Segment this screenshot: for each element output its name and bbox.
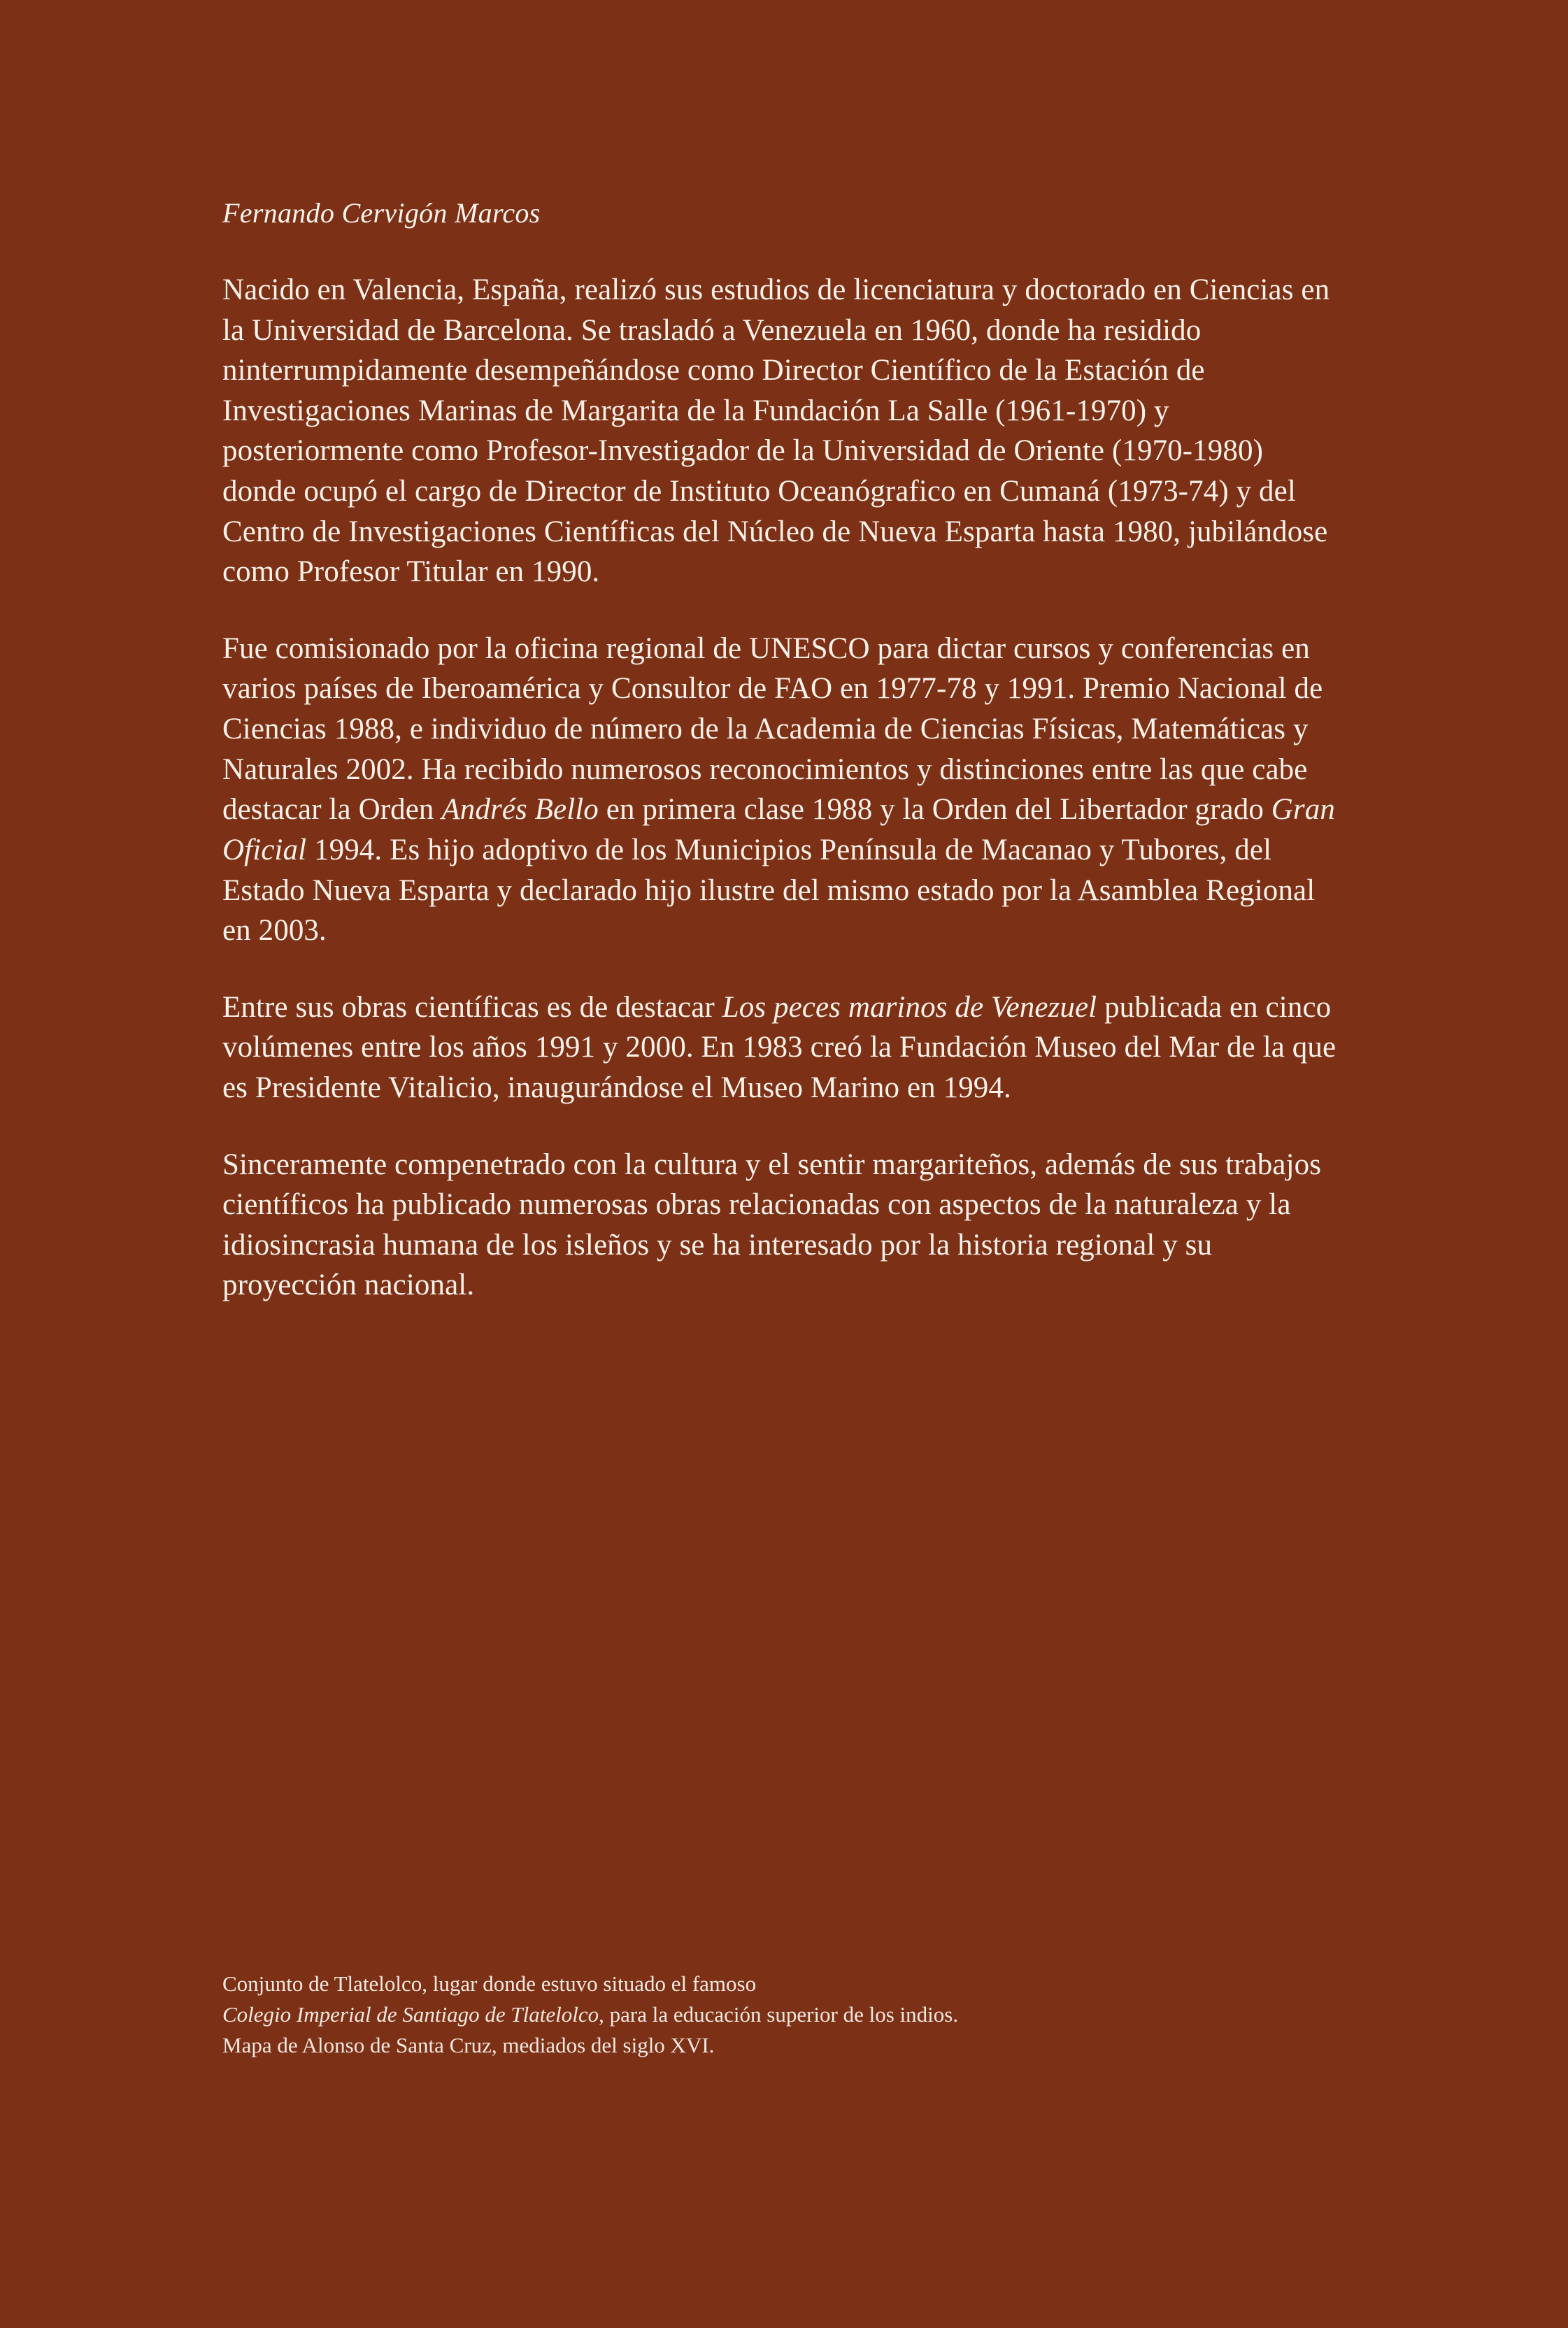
image-caption [222,1969,1369,2061]
paragraph-3-part-2: publicada en cinco volúmenes entre los años 1991 y 2000. En 1983 creó la Fundación Museo del Mar de la que es Presidente Vitalicio, inaugurándose el Museo Marino en 1994. [222,990,1337,1104]
caption-line-2-rest: , para la educación superior de los indios. [599,2002,959,2027]
caption-line-2 [222,1999,1369,2030]
author-name: Fernando Cervigón Marcos [222,197,541,229]
biography-paragraph-4: Sinceramente compenetrado con la cultura y el sentir margariteños, además de sus trabajos científicos ha publicado numerosas obras relacionadas con aspectos de la naturaleza y la idiosincrasia humana de los isleños y se ha interesado por la historia regional y su proyección nacional. [222,1148,1322,1302]
paragraph-2-part-1: Fue comisionado por la oficina regional de UNESCO para dictar cursos y conferencias en varios países de Iberoamérica y Consultor de FAO en 1977-78 y 1991. Premio Nacional de Ciencias 1988, e individuo de número de la Academia de Ciencias Físicas, Matemáticas y Naturales 2002. Ha recibido numerosos reconocimientos y distinciones entre las que cabe destacar la Orden [222,631,1323,827]
caption-line-1: Conjunto de Tlatelolco, lugar donde estuvo situado el famoso [222,1971,757,1996]
paragraph-2-part-2: en primera clase 1988 y la Orden del Libertador grado [598,793,1271,827]
award-name-andres-bello: Andrés Bello [441,793,599,827]
biography-text-block [222,196,1341,1306]
caption-line-3: Mapa de Alonso de Santa Cruz, mediados del siglo XVI. [222,2033,715,2058]
award-grade-gran-oficial: Gran Oficial [222,793,1335,866]
biography-paragraph-1: Nacido en Valencia, España, realizó sus estudios de licenciatura y doctorado en Ciencias en la Universidad de Barcelona. Se trasladó a Venezuela en 1960, donde ha residido ninterrumpidamente desempeñándose como Director Científico de la Estación de Investigaciones Marinas de Margarita de la Fundación La Salle (1961-1970) y posteriormente como Profesor-Investigador de la Universidad de Oriente (1970-1980) donde ocupó el cargo de Director de Instituto Oceanógrafico en Cumaná (1973-74) y del Centro de Investigaciones Científicas del Núcleo de Nueva Esparta hasta 1980, jubilándose como Profesor Titular en 1990. [222,273,1330,589]
biography-paragraph-2 [222,629,1341,951]
paragraph-3-part-1: Entre sus obras científicas es de destacar [222,990,722,1024]
paragraph-2-part-3: 1994. Es hijo adoptivo de los Municipios Península de Macanao y Tubores, del Estado Nueva Esparta y declarado hijo ilustre del mismo estado por la Asamblea Regional en 2003. [222,833,1316,948]
biography-paragraph-3 [222,987,1341,1108]
caption-italic-title: Colegio Imperial de Santiago de Tlatelolco [222,2002,599,2027]
book-title-los-peces-marinos: Los peces marinos de Venezuel [722,990,1097,1024]
